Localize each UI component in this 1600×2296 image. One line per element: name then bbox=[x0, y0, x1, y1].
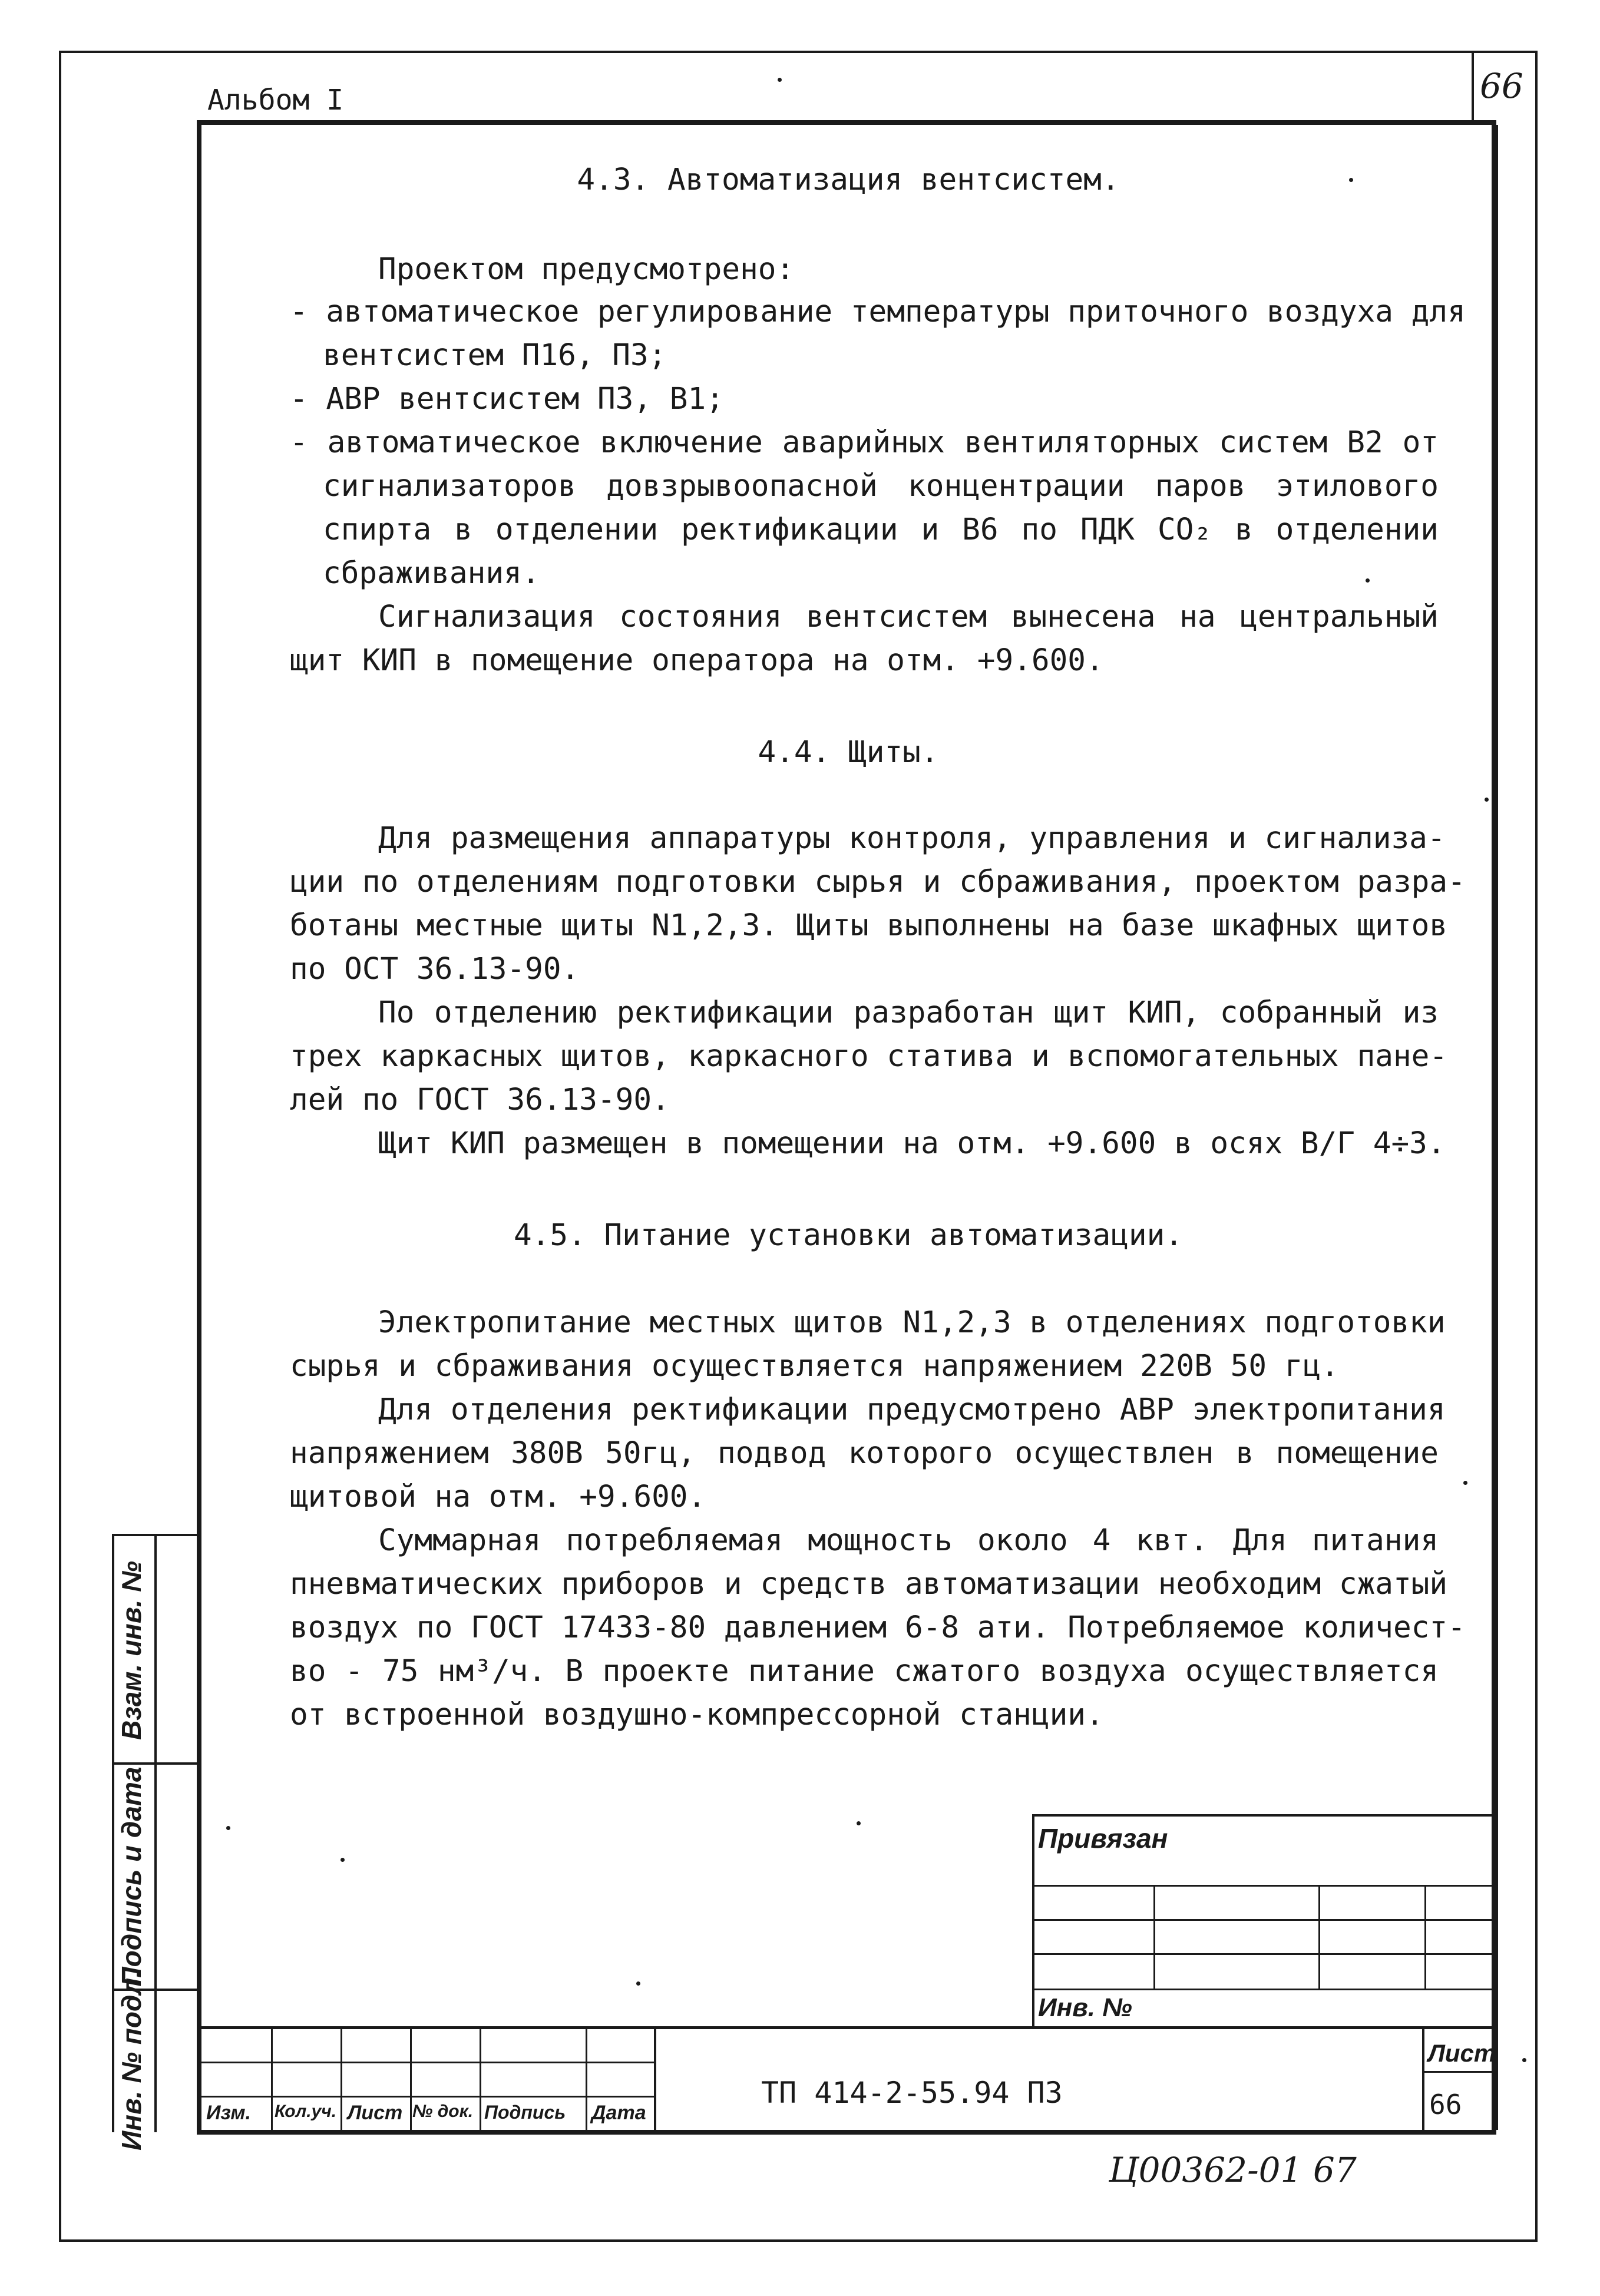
s45-line-3: напряжением 380В 50гц, подвод которого осуществлен в помещение bbox=[290, 1436, 1439, 1471]
privyazan-left bbox=[1032, 1814, 1034, 2027]
s43-line-4: - автоматическое включение аварийных вентиляторных систем В2 от bbox=[290, 425, 1439, 460]
scan-speck bbox=[1349, 178, 1353, 182]
s45-line-7: воздух по ГОСТ 17433-80 давлением 6-8 ати. Потребляемое количест- bbox=[290, 1610, 1466, 1645]
s45-line-1: сырья и сбраживания осуществляется напряжением 220В 50 гц. bbox=[290, 1349, 1339, 1384]
scan-speck bbox=[341, 1858, 345, 1862]
stamp-col-label-list: Лист bbox=[348, 2102, 403, 2124]
stamp-col-label-data: Дата bbox=[591, 2102, 646, 2124]
inv-no-label: Инв. № bbox=[1038, 1993, 1132, 2022]
s44-line-5: трех каркасных щитов, каркасного статива и вспомогательных пане- bbox=[290, 1039, 1448, 1074]
right-strip-line bbox=[1496, 125, 1498, 2130]
s44-line-4: По отделению ректификации разработан щит КИП, собранный из bbox=[378, 995, 1439, 1030]
inner-frame-left bbox=[197, 120, 201, 2135]
scan-speck bbox=[226, 1826, 230, 1830]
stamp-col-label-podpis: Подпись bbox=[484, 2102, 566, 2123]
s43-line-8: Сигнализация состояния вентсистем вынесена на центральный bbox=[378, 600, 1439, 634]
scan-speck bbox=[1485, 798, 1489, 802]
sheet-number: 66 bbox=[1429, 2089, 1462, 2120]
side-label-inv-podl: Инв. № подл. bbox=[116, 1970, 147, 2151]
stamp-col-2 bbox=[341, 2026, 342, 2132]
s43-line-9: щит КИП в помещение оператора на отм. +9.600. bbox=[290, 643, 1104, 678]
side-stamp-left bbox=[112, 1534, 114, 2132]
stamp-col-label-izm: Изм. bbox=[206, 2102, 251, 2124]
s44-line-3: по ОСТ 36.13-90. bbox=[290, 952, 580, 987]
outer-frame-right bbox=[1535, 51, 1538, 2242]
scan-speck bbox=[1463, 1481, 1467, 1485]
privyazan-col-3 bbox=[1424, 1885, 1426, 1989]
stamp-col-3 bbox=[410, 2026, 412, 2132]
s43-line-1: - автоматическое регулирование температуры приточного воздуха для bbox=[290, 295, 1466, 329]
inner-frame-top bbox=[198, 120, 1496, 125]
s44-line-0: Для размещения аппаратуры контроля, управления и сигнализа- bbox=[378, 821, 1446, 856]
privyazan-col-1 bbox=[1153, 1885, 1155, 1989]
document-code: ТП 414-2-55.94 ПЗ bbox=[761, 2076, 1063, 2110]
s43-line-6: спирта в отделении ректификации и В6 по ПДК СО₂ в отделении bbox=[323, 512, 1439, 547]
s44-line-2: ботаны местные щиты N1,2,3. Щиты выполнены на базе шкафных щитов bbox=[290, 908, 1448, 943]
outer-frame-top bbox=[59, 51, 1538, 53]
stamp-col-5 bbox=[586, 2026, 587, 2132]
s45-line-6: пневматических приборов и средств автоматизации необходим сжатый bbox=[290, 1567, 1448, 1602]
outer-frame-left bbox=[59, 51, 61, 2242]
s43-line-0: Проектом предусмотрено: bbox=[378, 252, 795, 287]
privyazan-top bbox=[1032, 1814, 1494, 1817]
corner-box-left bbox=[1472, 53, 1474, 120]
scan-speck bbox=[1522, 2058, 1526, 2062]
scan-speck bbox=[636, 1981, 640, 1986]
stamp-col-label-n-dok: № док. bbox=[412, 2102, 474, 2121]
side-stamp-col-divider bbox=[154, 1534, 157, 2132]
scan-speck bbox=[778, 78, 782, 82]
privyazan-label: Привязан bbox=[1038, 1823, 1168, 1854]
side-label-vzam-inv: Взам. инв. № bbox=[116, 1561, 147, 1740]
privyazan-row-4 bbox=[1032, 1989, 1494, 1990]
outer-frame-bottom bbox=[59, 2239, 1538, 2242]
s44-line-1: ции по отделениям подготовки сырья и сбраживания, проектом разра- bbox=[290, 865, 1466, 899]
inner-frame-right bbox=[1492, 120, 1496, 2135]
stamp-col-label-kol-uch: Кол.уч. bbox=[275, 2102, 337, 2121]
sheet-box-mid bbox=[1422, 2071, 1494, 2073]
side-label-podpis-data: Подпись и дата bbox=[116, 1766, 147, 1987]
section-4-5-title: 4.5. Питание установки автоматизации. bbox=[513, 1218, 1184, 1253]
album-label: Альбом I bbox=[207, 84, 344, 117]
inner-frame-bottom bbox=[197, 2130, 1496, 2135]
s45-line-4: щитовой на отм. +9.600. bbox=[290, 1480, 706, 1514]
section-4-3-title: 4.3. Автоматизация вентсистем. bbox=[577, 163, 1120, 197]
s45-line-2: Для отделения ректификации предусмотрено АВР электропитания bbox=[378, 1392, 1446, 1427]
section-4-4-title: 4.4. Щиты. bbox=[758, 735, 939, 770]
stamp-col-1 bbox=[271, 2026, 273, 2132]
sheet-label: Лист bbox=[1428, 2039, 1496, 2067]
s45-line-9: от встроенной воздушно-компрессорной станции. bbox=[290, 1698, 1104, 1732]
scan-speck bbox=[857, 1821, 861, 1825]
footer-handwritten-note: Ц00362-01 67 bbox=[1109, 2150, 1357, 2190]
s43-line-7: сбраживания. bbox=[323, 556, 540, 591]
s43-line-5: сигнализаторов довзрывоопасной концентрации паров этилового bbox=[323, 469, 1439, 504]
s43-line-2: вентсистем П16, П3; bbox=[323, 338, 667, 373]
stamp-code-divider bbox=[654, 2026, 656, 2132]
s44-line-7: Щит КИП размещен в помещении на отм. +9.600 в осях В/Г 4÷3. bbox=[378, 1126, 1446, 1161]
sheet-box-left bbox=[1422, 2026, 1424, 2132]
corner-page-number: 66 bbox=[1480, 66, 1523, 106]
stamp-col-4 bbox=[480, 2026, 481, 2132]
privyazan-col-2 bbox=[1318, 1885, 1320, 1989]
stamp-top bbox=[201, 2026, 1494, 2029]
s43-line-3: - АВР вентсистем П3, В1; bbox=[290, 382, 724, 416]
s44-line-6: лей по ГОСТ 36.13-90. bbox=[290, 1083, 670, 1117]
s45-line-8: во - 75 нм³/ч. В проекте питание сжатого воздуха осуществляется bbox=[290, 1654, 1439, 1689]
scan-speck bbox=[1366, 578, 1370, 583]
s45-line-5: Суммарная потребляемая мощность около 4 квт. Для питания bbox=[378, 1523, 1439, 1558]
s45-line-0: Электропитание местных щитов N1,2,3 в отделениях подготовки bbox=[378, 1305, 1446, 1340]
